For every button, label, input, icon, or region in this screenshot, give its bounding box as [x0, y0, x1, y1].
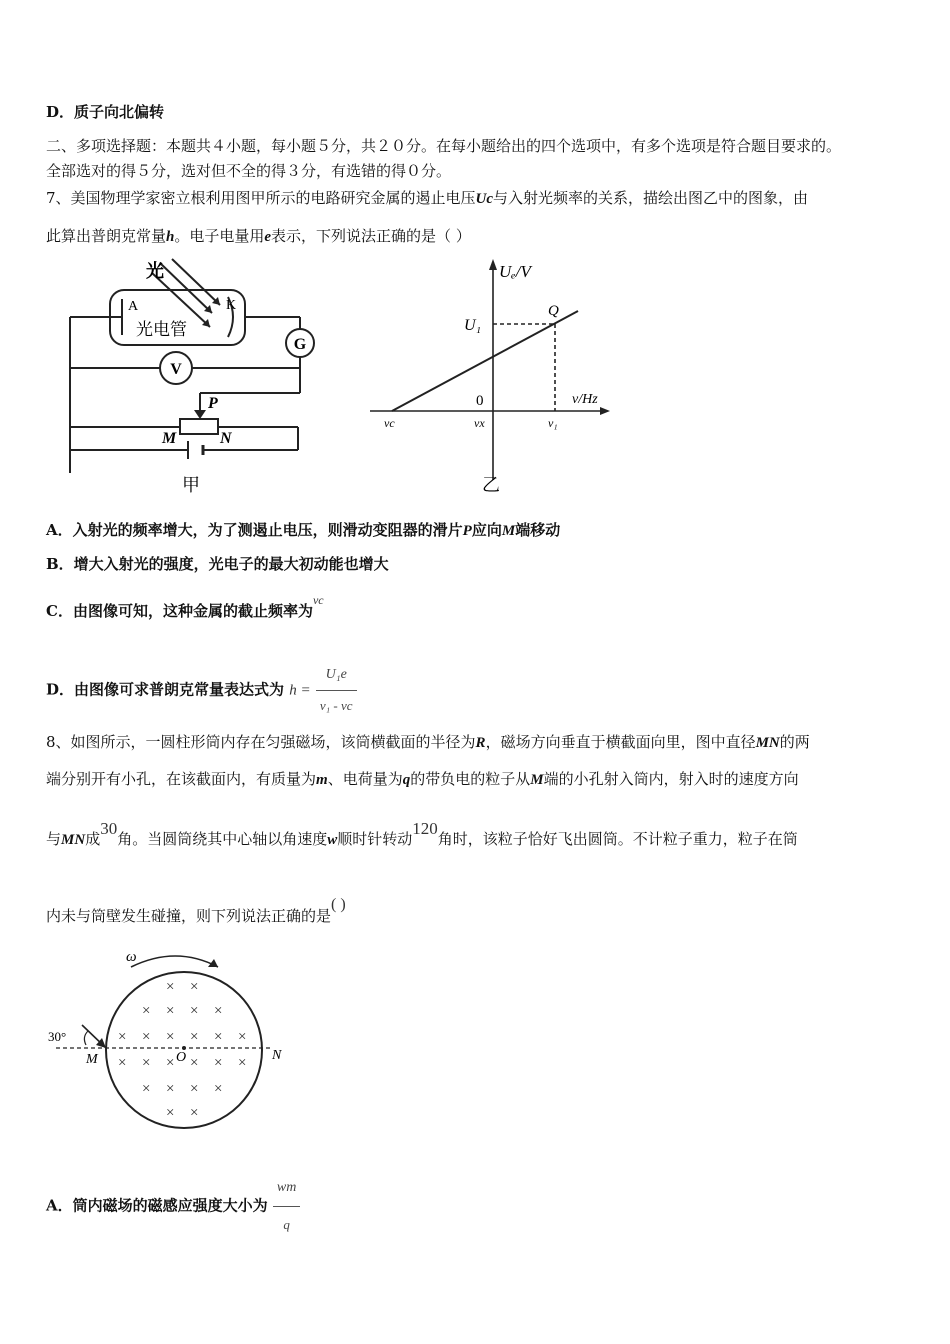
cutoff-frequency-symbol: νc	[312, 593, 324, 607]
cross-mark: ×	[190, 979, 199, 995]
omega-label: ω	[126, 949, 137, 965]
origin-label: 0	[476, 393, 484, 409]
angle-label: 30°	[48, 1029, 67, 1044]
uc-line	[392, 311, 578, 411]
nu-1-label: ν₁	[548, 416, 558, 430]
slider-p-label: P	[208, 395, 218, 412]
cross-mark: ×	[166, 1081, 175, 1097]
cross-mark: ×	[166, 1029, 175, 1045]
cross-mark: ×	[118, 1055, 127, 1071]
cross-mark: ×	[238, 1029, 247, 1045]
x-axis-label: ν/Hz	[572, 392, 598, 407]
figure-caption-jia: 甲	[182, 475, 200, 495]
rheostat-m-label: M	[162, 430, 177, 447]
q6-option-d: D．质子向北偏转	[46, 103, 165, 121]
light-label: 光	[146, 261, 164, 281]
q7-option-c: C．由图像可知，这种金属的截止频率为$^{\nu c}$	[46, 593, 324, 620]
cross-mark: ×	[190, 1105, 199, 1121]
cross-mark: ×	[190, 1081, 199, 1097]
q8-stem-line4: 内未与筒壁发生碰撞，则下列说法正确的是( )	[46, 896, 346, 925]
rotation-arrow	[131, 956, 218, 967]
voltmeter-label: V	[170, 361, 182, 378]
cross-mark: ×	[238, 1055, 247, 1071]
cross-mark: ×	[214, 1029, 223, 1045]
point-m-label: M	[86, 1052, 98, 1067]
cross-mark: ×	[166, 979, 175, 995]
cross-mark: ×	[190, 1003, 199, 1019]
tube-label: 光电管	[136, 320, 187, 339]
q7-option-d: D．由图像可求普朗克常量表达式为 h = $\frac{\text{U₁e}}{\text{ν₁ - νc}}$	[46, 660, 357, 721]
cross-mark: ×	[190, 1055, 199, 1071]
q7-option-a: A．入射光的频率增大，为了测遏止电压，则滑动变阻器的滑片P应向M端移动	[46, 521, 561, 539]
cross-mark: ×	[142, 1055, 151, 1071]
q7-stem-line2: 此算出普朗克常量h。电子电量用e表示，下列说法正确的是（ ）	[46, 227, 471, 245]
circuit-diagram-jia	[60, 255, 330, 495]
nu-x-label: νx	[474, 416, 485, 430]
galvanometer-label: G	[293, 336, 307, 353]
q7-option-b: B．增大入射光的强度，光电子的最大初动能也增大	[46, 555, 389, 573]
cross-mark: ×	[166, 1055, 175, 1071]
q8-stem-line2: 端分别开有小孔，在该截面内，有质量为m、电荷量为q的带负电的粒子从M端的小孔射入筒内，射入时的速度方向	[46, 770, 799, 788]
figure-caption-yi: 乙	[482, 475, 500, 495]
rheostat	[180, 419, 218, 434]
cross-mark: ×	[190, 1029, 199, 1045]
cathode-label: K	[226, 298, 237, 313]
graph-yi	[360, 255, 630, 495]
rheostat-n-label: N	[220, 430, 232, 447]
cross-mark: ×	[214, 1081, 223, 1097]
anode-label: A	[128, 299, 139, 314]
cross-mark: ×	[166, 1003, 175, 1019]
rotating-cylinder-diagram	[46, 945, 306, 1145]
cross-mark: ×	[142, 1029, 151, 1045]
cross-mark: ×	[118, 1029, 127, 1045]
q8-stem-line3: 与MN成30角。当圆筒绕其中心轴以角速度w顺时针转动120角时，该粒子恰好飞出圆筒。不计粒子重力，粒子在筒	[46, 819, 798, 848]
q8-stem-line1: 8、如图所示，一圆柱形筒内存在匀强磁场，该筒横截面的半径为R，磁场方向垂直于横截面向里，图中直径MN的两	[46, 733, 810, 751]
q8-option-a: A．筒内磁场的磁感应强度大小为 $\frac{wm}{q}$	[46, 1170, 300, 1243]
point-q-label: Q	[548, 303, 559, 319]
section2-header-line2: 全部选对的得５分，选对但不全的得３分，有选错的得０分。	[46, 162, 452, 180]
section2-header-line1: 二、多项选择题：本题共４小题，每小题５分，共２０分。在每小题给出的四个选项中，有多个选项是符合题目要求的。	[46, 137, 842, 155]
u1-label: U₁	[464, 317, 482, 334]
cross-mark: ×	[214, 1003, 223, 1019]
center-o-label: O	[176, 1050, 187, 1065]
q7-stem-line1: 7、美国物理学家密立根利用图甲所示的电路研究金属的遏止电压Uc与入射光频率的关系，描绘出图乙中的图象，由	[46, 189, 809, 207]
cross-mark: ×	[142, 1081, 151, 1097]
planck-constant-fraction: $\frac{\text{U₁e}}{\text{ν₁ - νc}}$	[316, 660, 357, 721]
cross-mark: ×	[142, 1003, 151, 1019]
cross-mark: ×	[166, 1105, 175, 1121]
cross-mark: ×	[214, 1055, 223, 1071]
magnetic-field-fraction: $\frac{wm}{q}$	[273, 1170, 300, 1243]
point-n-label: N	[272, 1048, 282, 1063]
y-axis-label: Uₑ/V	[499, 262, 531, 281]
nu-c-label: νc	[384, 416, 395, 430]
